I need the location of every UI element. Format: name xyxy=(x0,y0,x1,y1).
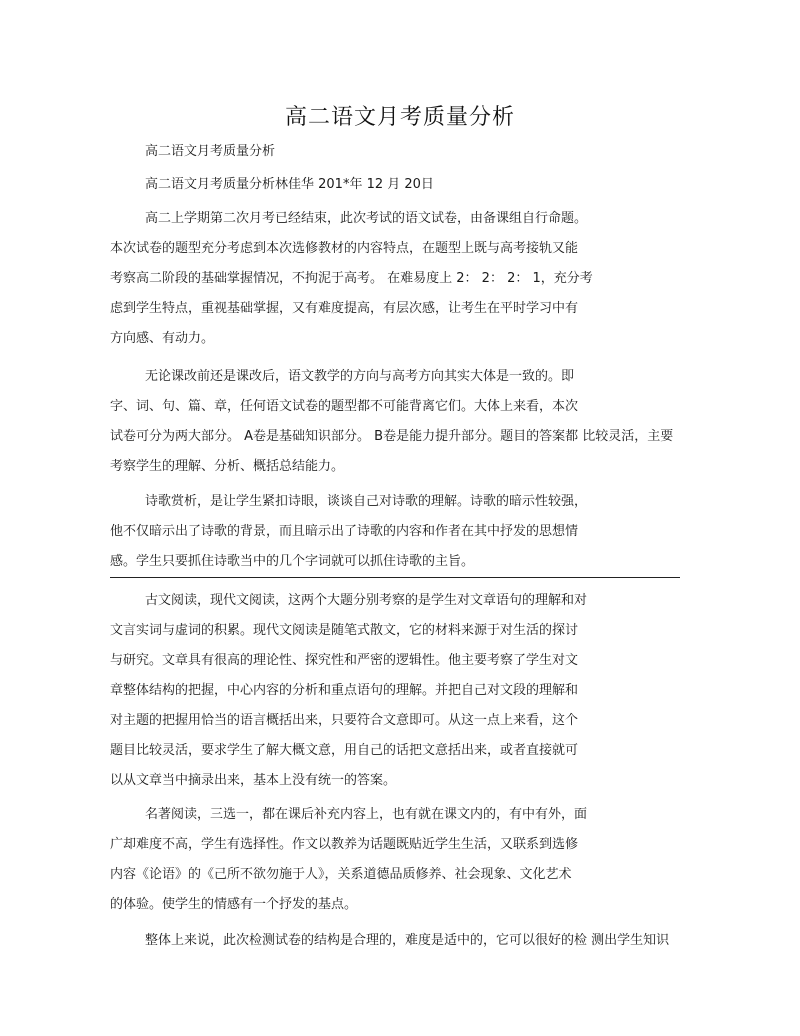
horizontal-divider xyxy=(110,577,680,578)
author-date-line: 高二语文月考质量分析林佳华 201*年 12 月 20日 xyxy=(145,177,434,192)
page-title: 高二语文月考质量分析 xyxy=(284,105,515,130)
paragraph-line: 虑到学生特点，重视基础掌握，又有难度提高，有层次感，让考生在平时学习中有 xyxy=(110,301,579,316)
paragraph-line: 与研究。文章具有很高的理论性、探究性和严密的逻辑性。他主要考察了学生对文 xyxy=(110,653,579,668)
paragraph-line: 对主题的把握用恰当的语言概括出来，只要符合文意即可。从这一点上来看，这个 xyxy=(110,713,579,728)
paragraph-line: 他不仅暗示出了诗歌的背景，而且暗示出了诗歌的内容和作者在其中抒发的思想情 xyxy=(110,524,579,539)
paragraph-line: 章整体结构的把握，中心内容的分析和重点语句的理解。并把自己对文段的理解和 xyxy=(110,683,579,698)
paragraph-line: 本次试卷的题型充分考虑到本次选修教材的内容特点，在题型上既与高考接轨又能 xyxy=(110,241,579,256)
paragraph-line: 方向感、有动力。 xyxy=(110,331,215,346)
paragraph-line: 文言实词与虚词的积累。现代文阅读是随笔式散文，它的材料来源于对生活的探讨 xyxy=(110,623,579,638)
paragraph-line: 试卷可分为两大部分。 A卷是基础知识部分。 B卷是能力提升部分。题目的答案都 比较灵活，主要 xyxy=(110,429,674,444)
paragraph-line: 古文阅读，现代文阅读，这两个大题分别考察的是学生对文章语句的理解和对 xyxy=(145,593,588,608)
paragraph-line: 考察高二阶段的基础掌握情况，不拘泥于高考。 在难易度上 2： 2： 2： 1，充分考 xyxy=(110,271,593,286)
paragraph-line: 整体上来说，此次检测试卷的结构是合理的，难度是适中的，它可以很好的检 测出学生知识 xyxy=(145,933,670,948)
subtitle: 高二语文月考质量分析 xyxy=(145,144,276,159)
paragraph-line: 考察学生的理解、分析、概括总结能力。 xyxy=(110,459,345,474)
paragraph-line: 诗歌赏析，是让学生紧扣诗眼，谈谈自己对诗歌的理解。诗歌的暗示性较强， xyxy=(145,494,588,509)
paragraph-line: 高二上学期第二次月考已经结束，此次考试的语文试卷，由备课组自行命题。 xyxy=(145,211,588,226)
paragraph-line: 以从文章当中摘录出来，基本上没有统一的答案。 xyxy=(110,773,397,788)
paragraph-line: 无论课改前还是课改后，语文教学的方向与高考方向其实大体是一致的。即 xyxy=(145,369,575,384)
paragraph-line: 字、词、句、篇、章，任何语文试卷的题型都不可能背离它们。大体上来看，本次 xyxy=(110,399,579,414)
paragraph-line: 题目比较灵活，要求学生了解大概文意，用自己的话把文意括出来，或者直接就可 xyxy=(110,743,579,758)
paragraph-line: 名著阅读，三选一，都在课后补充内容上，也有就在课文内的，有中有外，面 xyxy=(145,807,588,822)
paragraph-line: 感。学生只要抓住诗歌当中的几个字词就可以抓住诗歌的主旨。 xyxy=(110,554,475,569)
paragraph-line: 广却难度不高，学生有选择性。作文以教养为话题既贴近学生生活，又联系到选修 xyxy=(110,837,579,852)
paragraph-line: 的体验。使学生的情感有一个抒发的基点。 xyxy=(110,897,358,912)
paragraph-line: 内容《论语》的《己所不欲勿施于人》，关系道德品质修养、社会现象、文化艺术 xyxy=(110,867,572,882)
